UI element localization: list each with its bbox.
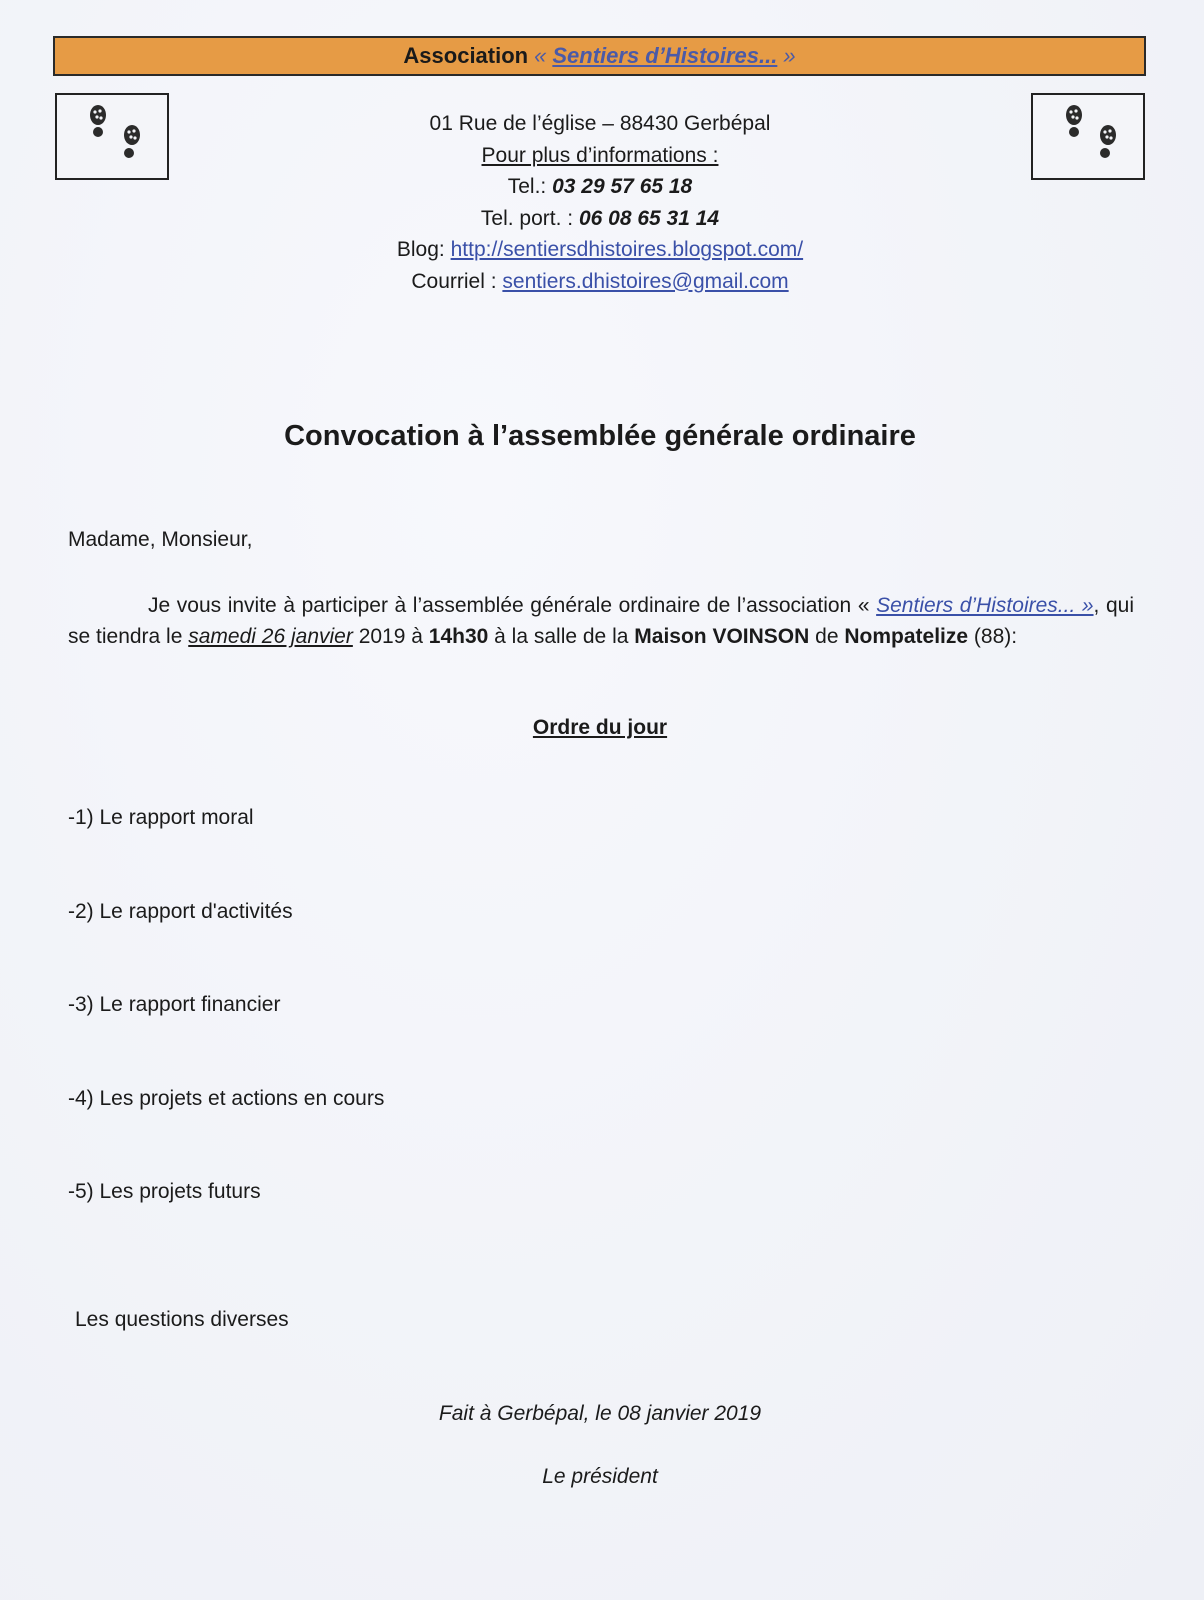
mobile-line (300, 203, 900, 235)
email-line (300, 266, 900, 298)
meeting-town: Nompatelize (844, 625, 969, 648)
meeting-date: samedi 26 janvier (188, 625, 353, 648)
signature-place-date: Fait à Gerbépal, le 08 janvier 2019 (438, 1402, 762, 1425)
agenda-item: -2) Le rapport d'activités (68, 900, 293, 923)
mobile-value: 06 08 65 31 14 (578, 206, 720, 230)
contact-block (300, 108, 900, 297)
association-banner (53, 36, 1146, 76)
footprints-icon (1033, 95, 1143, 178)
invitation-paragraph (68, 590, 1134, 652)
tel-value: 03 29 57 65 18 (552, 175, 693, 198)
tel-label: Tel.: (507, 175, 547, 198)
blog-link[interactable]: http://sentiersdhistoires.blogspot.com/ (450, 238, 804, 261)
address: 01 Rue de l’église – 88430 Gerbépal (429, 112, 771, 135)
email-label: Courriel : (411, 269, 497, 293)
para-text-1: Je vous invite à participer à l’assemblée générale ordinaire de l’association (148, 594, 852, 617)
info-heading: Pour plus d’informations : (481, 143, 719, 167)
footprints-logo-left (55, 93, 169, 180)
tel-line (300, 171, 900, 203)
para-text-6: (88): (973, 625, 1018, 648)
agenda-heading: Ordre du jour (532, 716, 668, 739)
signatory: Le président (542, 1465, 658, 1488)
para-quote-open: « (857, 594, 870, 617)
association-link[interactable]: Sentiers d’Histoires... » (876, 594, 1094, 617)
page-title: Convocation à l’assemblée générale ordinaire (284, 420, 916, 452)
blog-label: Blog: (396, 238, 445, 261)
mobile-label: Tel. port. : (480, 206, 574, 230)
agenda-item: -3) Le rapport financier (68, 993, 281, 1016)
agenda-item: -5) Les projets futurs (68, 1180, 261, 1203)
para-text-5: de (815, 625, 839, 648)
questions-diverses: Les questions diverses (75, 1308, 289, 1331)
footprints-logo-right (1031, 93, 1145, 180)
agenda-item: -4) Les projets et actions en cours (68, 1087, 385, 1110)
email-link[interactable]: sentiers.dhistoires@gmail.com (502, 269, 789, 293)
quote-open: « (534, 43, 547, 68)
footprints-icon (57, 95, 167, 178)
para-text-3: 2019 à (358, 625, 423, 648)
meeting-venue: Maison VOINSON (634, 625, 810, 648)
association-label: Association (403, 43, 529, 68)
agenda-item: -1) Le rapport moral (68, 806, 254, 829)
para-text-2: , qui se tiendra le (68, 594, 1134, 648)
para-text-4: à la salle de la (494, 625, 629, 648)
association-name-link[interactable]: Sentiers d’Histoires... (552, 43, 778, 68)
quote-close: » (783, 43, 796, 68)
salutation: Madame, Monsieur, (68, 528, 253, 551)
meeting-time: 14h30 (428, 625, 489, 648)
blog-line (300, 234, 900, 266)
